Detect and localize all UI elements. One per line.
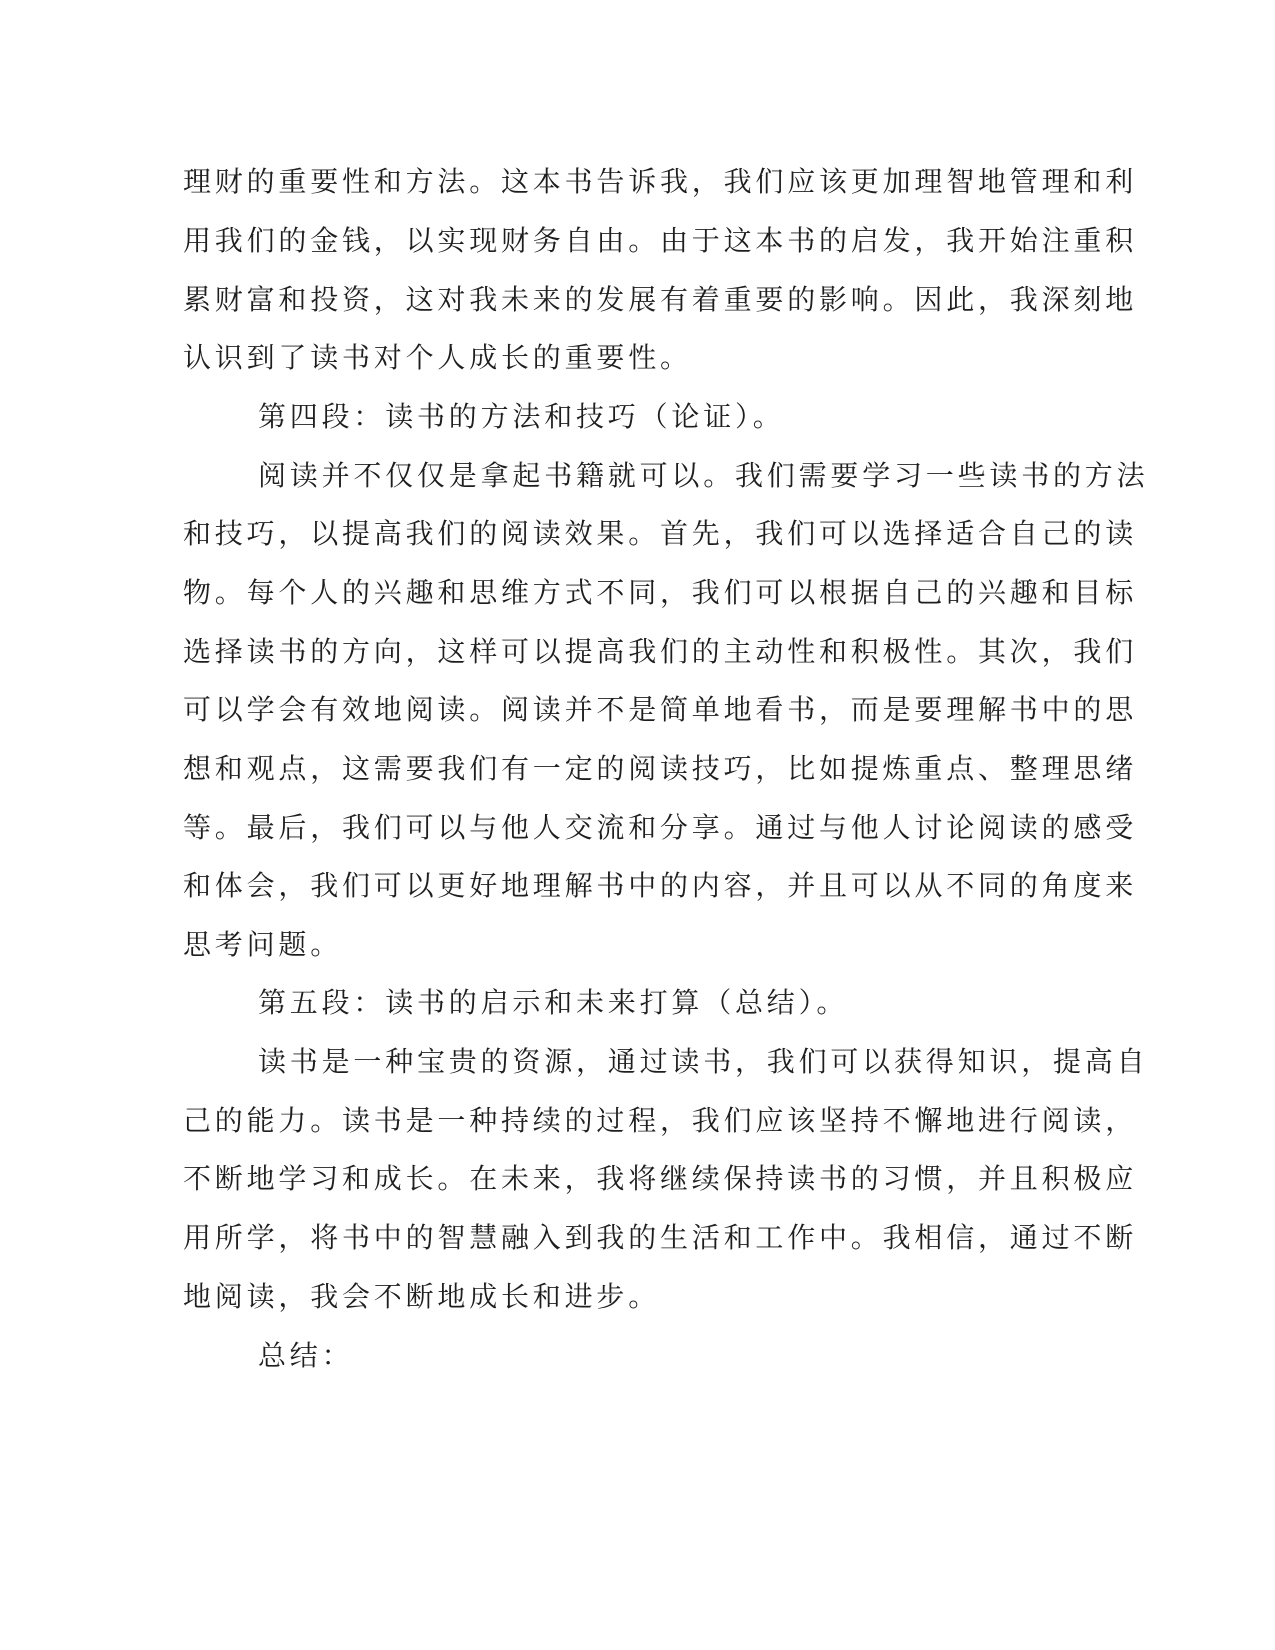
text-line: 物。每个人的兴趣和思维方式不同，我们可以根据自己的兴趣和目标 [183, 576, 1138, 609]
text-line: 地阅读，我会不断地成长和进步。 [183, 1280, 661, 1313]
text-line: 选择读书的方向，这样可以提高我们的主动性和积极性。其次，我们 [183, 635, 1138, 668]
text-line: 己的能力。读书是一种持续的过程，我们应该坚持不懈地进行阅读， [183, 1104, 1138, 1137]
text-line: 用我们的金钱，以实现财务自由。由于这本书的启发，我开始注重积 [183, 224, 1138, 257]
section-heading-4: 第四段：读书的方法和技巧（论证）。 [258, 400, 785, 433]
text-line: 和技巧，以提高我们的阅读效果。首先，我们可以选择适合自己的读 [183, 517, 1138, 550]
text-line: 想和观点，这需要我们有一定的阅读技巧，比如提炼重点、整理思绪 [183, 752, 1138, 785]
text-line: 累财富和投资，这对我未来的发展有着重要的影响。因此，我深刻地 [183, 283, 1138, 316]
text-line: 等。最后，我们可以与他人交流和分享。通过与他人讨论阅读的感受 [183, 811, 1138, 844]
text-line: 理财的重要性和方法。这本书告诉我，我们应该更加理智地管理和利 [183, 165, 1138, 198]
text-line: 不断地学习和成长。在未来，我将继续保持读书的习惯，并且积极应 [183, 1162, 1138, 1195]
section-heading-5: 第五段：读书的启示和未来打算（总结）。 [258, 986, 849, 1019]
text-line: 用所学，将书中的智慧融入到我的生活和工作中。我相信，通过不断 [183, 1221, 1138, 1254]
text-line: 可以学会有效地阅读。阅读并不是简单地看书，而是要理解书中的思 [183, 693, 1138, 726]
text-line: 和体会，我们可以更好地理解书中的内容，并且可以从不同的角度来 [183, 869, 1138, 902]
text-line: 认识到了读书对个人成长的重要性。 [183, 341, 692, 374]
text-line: 读书是一种宝贵的资源，通过读书，我们可以获得知识，提高自 [258, 1045, 1149, 1078]
summary-heading: 总结： [258, 1339, 354, 1372]
text-line: 阅读并不仅仅是拿起书籍就可以。我们需要学习一些读书的方法 [258, 459, 1149, 492]
text-line: 思考问题。 [183, 928, 343, 961]
